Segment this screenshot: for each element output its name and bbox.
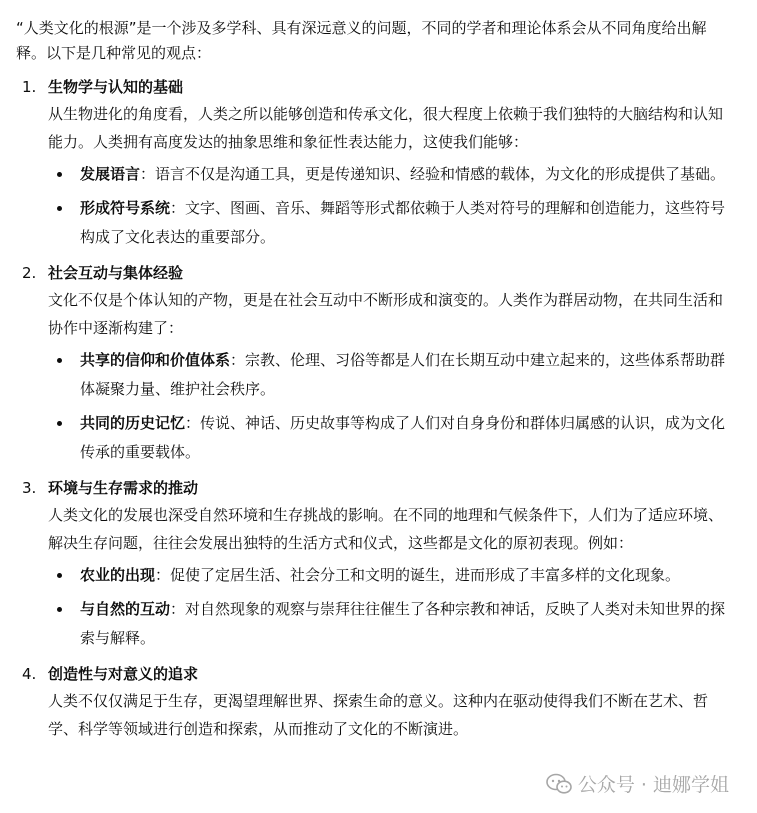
- section-2: [16, 261, 728, 467]
- section-number: 2.: [22, 264, 37, 282]
- intro-paragraph: “人类文化的根源”是一个涉及多学科、具有深远意义的问题，不同的学者和理论体系会从不同角度给出解释。以下是几种常见的观点：: [16, 19, 707, 62]
- section-title: 环境与生存需求的推动: [48, 479, 199, 497]
- section-title: 社会互动与集体经验: [48, 264, 184, 282]
- bullet-dot-icon: [57, 573, 62, 578]
- section-text: 从生物进化的角度看，人类之所以能够创造和传承文化，很大程度上依赖于我们独特的大脑结构和认知能力。人类拥有高度发达的抽象思维和象征性表达能力，这使我们能够：: [48, 105, 724, 151]
- bullet-dot-icon: [57, 421, 62, 426]
- document: [16, 16, 728, 743]
- bullet-list: [48, 160, 728, 252]
- bullet-dot-icon: [57, 206, 62, 211]
- bullet-text: ：传说、神话、历史故事等构成了人们对自身身份和群体归属感的认识，成为文化传承的重要载体。: [80, 414, 726, 461]
- section-text: 人类文化的发展也深受自然环境和生存挑战的影响。在不同的地理和气候条件下，人们为了适应环境、解决生存问题，往往会发展出独特的生活方式和仪式，这些都是文化的原初表现。例如：: [48, 506, 724, 552]
- bullet-dot-icon: [57, 358, 62, 363]
- watermark-text: 公众号 · 迪娜学姐: [577, 774, 729, 796]
- bullet-item: [80, 561, 728, 590]
- bullet-label: 与自然的互动: [80, 600, 171, 618]
- bullet-item: [80, 595, 728, 653]
- section-number: 3.: [22, 479, 37, 497]
- bullet-list: [48, 561, 728, 653]
- bullet-text: ：对自然现象的观察与崇拜往往催生了各种宗教和神话，反映了人类对未知世界的探索与解释。: [80, 600, 726, 647]
- section-4: [16, 662, 728, 743]
- bullet-dot-icon: [57, 607, 62, 612]
- section-number: 4.: [22, 665, 37, 683]
- bullet-label: 形成符号系统: [80, 199, 171, 217]
- section-text: 人类不仅仅满足于生存，更渴望理解世界、探索生命的意义。这种内在驱动使得我们不断在艺术、哲学、科学等领域进行创造和探索，从而推动了文化的不断演进。: [48, 692, 709, 738]
- bullet-dot-icon: [57, 172, 62, 177]
- bullet-label: 共享的信仰和价值体系: [80, 351, 231, 369]
- wechat-icon: [546, 773, 572, 795]
- section-text: 文化不仅是个体认知的产物，更是在社会互动中不断形成和演变的。人类作为群居动物，在共同生活和协作中逐渐构建了：: [48, 291, 724, 337]
- bullet-text: ：语言不仅是沟通工具，更是传递知识、经验和情感的载体，为文化的形成提供了基础。: [140, 165, 726, 183]
- bullet-item: [80, 160, 728, 189]
- bullet-text: ：宗教、伦理、习俗等都是人们在长期互动中建立起来的，这些体系帮助群体凝聚力量、维护社会秩序。: [80, 351, 726, 398]
- bullet-label: 发展语言: [80, 165, 141, 183]
- bullet-label: 农业的出现: [80, 566, 156, 584]
- section-3: [16, 476, 728, 653]
- bullet-item: [80, 194, 728, 252]
- section-title: 生物学与认知的基础: [48, 78, 184, 96]
- bullet-text: ：文字、图画、音乐、舞蹈等形式都依赖于人类对符号的理解和创造能力，这些符号构成了文化表达的重要部分。: [80, 199, 726, 246]
- bullet-list: [48, 346, 728, 467]
- watermark: [542, 768, 733, 799]
- bullet-label: 共同的历史记忆: [80, 414, 186, 432]
- bullet-text: ：促使了定居生活、社会分工和文明的诞生，进而形成了丰富多样的文化现象。: [155, 566, 681, 584]
- bullet-item: [80, 346, 728, 404]
- bullet-item: [80, 409, 728, 467]
- section-title: 创造性与对意义的追求: [48, 665, 199, 683]
- section-1: [16, 75, 728, 252]
- section-number: 1.: [22, 78, 37, 96]
